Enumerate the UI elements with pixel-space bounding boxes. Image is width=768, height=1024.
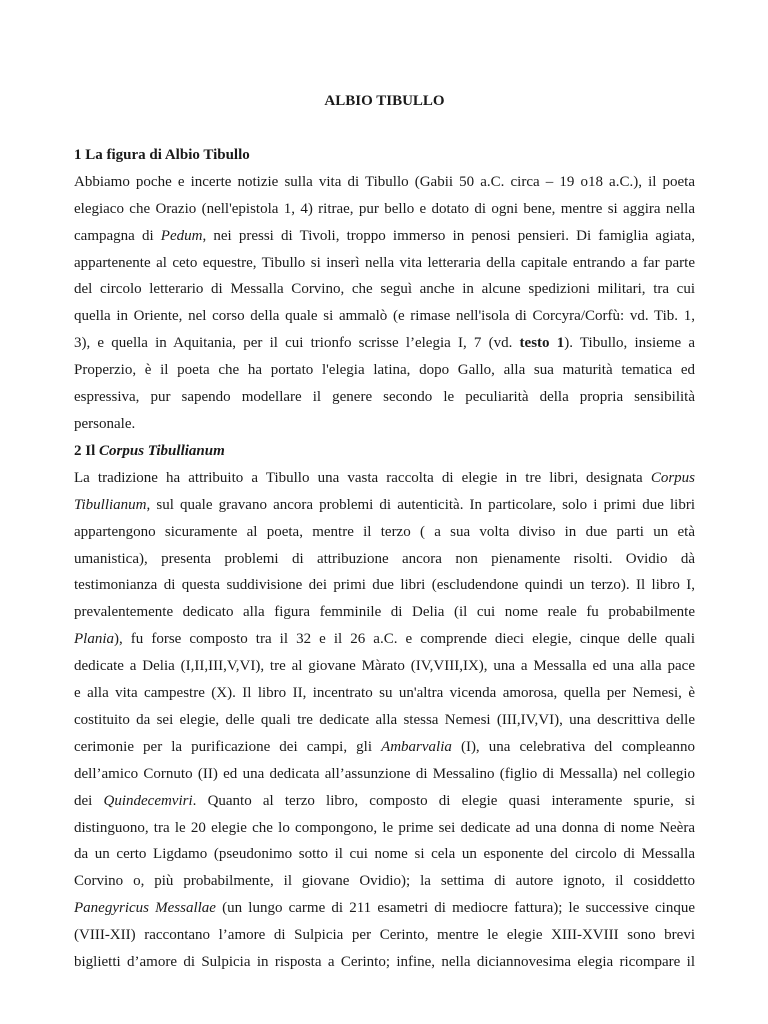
text-line: distinguono, tra le 20 elegie che lo compongono, le prime sei dedicate ad una donna di nome Neèra [74, 819, 695, 836]
text-line: appartenente al ceto equestre, Tibullo si inserì nella vita letteraria della capitale entrando a far parte [74, 254, 695, 271]
italic-term: Tibullianum [74, 496, 147, 513]
text-line: dei Quindecemviri. Quanto al terzo libro, composto di elegie quasi interamente spurie, si [74, 792, 695, 809]
italic-term: Panegyricus Messallae [74, 900, 216, 917]
bold-reference: testo 1 [519, 335, 565, 352]
section-2-heading [74, 438, 695, 465]
text-line: umanistica), presenta problemi di attribuzione ancora non pienamente risolti. Ovidio dà [74, 550, 695, 567]
text-line: Properzio, è il poeta che ha portato l'elegia latina, dopo Gallo, alla sua maturità tematica ed [74, 362, 695, 379]
text-line: 3), e quella in Aquitania, per il cui trionfo scrisse l’elegia I, 7 (vd. testo 1). Tibullo, insieme a [74, 335, 695, 352]
text-line: prevalentemente dedicato alla figura femminile di Delia (il cui nome reale fu probabilmente [74, 604, 695, 621]
text-line: dedicate a Delia (I,II,III,V,VI), tre al giovane Màrato (IV,VIII,IX), una a Messalla ed una alla pace [74, 658, 695, 675]
document-title: ALBIO TIBULLO [324, 93, 445, 109]
text-line: Panegyricus Messallae (un lungo carme di 211 esametri di mediocre fattura); le successive cinque [74, 900, 695, 917]
text-line: Abbiamo poche e incerte notizie sulla vita di Tibullo (Gabii 50 a.C. circa – 19 o18 a.C.), il poeta [74, 173, 695, 190]
text-line: costituito da sei elegie, delle quali tre dedicate alla stessa Nemesi (III,IV,VI), una descrittiva delle [74, 711, 695, 728]
section-2-heading-prefix: 2 Il [74, 442, 100, 459]
text-line: da un certo Ligdamo (pseudonimo sotto il cui nome si cela un esponente del circolo di Messalla [74, 846, 695, 863]
text-line: La tradizione ha attribuito a Tibullo una vasta raccolta di elegie in tre libri, designata Corpus [74, 469, 695, 486]
section-1-heading: 1 La figura di Albio Tibullo [74, 146, 250, 163]
text-line: quella in Oriente, nel corso della quale si ammalò (e rimase nell'isola di Corcyra/Corfù: vd. Tib. 1, [74, 308, 695, 325]
text-line: biglietti d’amore di Sulpicia in risposta a Cerinto; infine, nella diciannovesima elegia ricompare il [74, 954, 695, 971]
section-1-paragraph [74, 169, 695, 438]
text-line: del circolo letterario di Messalla Corvino, che seguì anche in alcune spedizioni militari, tra cui [74, 281, 695, 298]
text-line: personale. [74, 415, 136, 432]
section-2-paragraph [74, 465, 695, 976]
italic-term: Plania [74, 631, 114, 648]
text-line: Corvino o, più probabilmente, il giovane Ovidio); la settima di autore ignoto, il cosiddetto [74, 873, 695, 890]
text-line: e alla vita campestre (X). Il libro II, incentrato su un'altra vicenda amorosa, quella per Nemesi, è [74, 685, 695, 702]
italic-term: Quindecemviri [103, 792, 193, 809]
text-line: appartengono sicuramente al poeta, mentre il terzo ( a sua volta diviso in due parti un età [74, 523, 695, 540]
text-line: testimonianza di questa suddivisione dei primi due libri (escludendone quindi un terzo). Il libro I, [74, 577, 695, 594]
text-line: Plania), fu forse composto tra il 32 e il 26 a.C. e comprende dieci elegie, cinque delle quali [74, 631, 695, 648]
text-line: dell’amico Cornuto (II) ed una dedicata all’assunzione di Messalino (figlio di Messalla) nel collegio [74, 765, 695, 782]
text-line: campagna di Pedum, nei pressi di Tivoli, troppo immerso in penosi pensieri. Di famiglia agiata, [74, 227, 695, 244]
text-line: elegiaco che Orazio (nell'epistola 1, 4) ritrae, pur bello e dotato di ogni bene, mentre si aggira nella [74, 200, 695, 217]
text-line: cerimonie per la purificazione dei campi, gli Ambarvalia (I), una celebrativa del compleanno [74, 738, 696, 755]
text-line: Tibullianum, sul quale gravano ancora problemi di autenticità. In particolare, solo i primi due libri [74, 496, 695, 513]
italic-term: Ambarvalia [381, 738, 452, 755]
italic-term: Corpus [650, 469, 695, 486]
section-2-heading-italic: Corpus Tibullianum [99, 442, 225, 459]
text-line: espressiva, pur sapendo modellare il genere secondo le peculiarità della propria sensibilità [74, 389, 695, 406]
italic-term: Pedum [160, 227, 203, 244]
document-page [74, 0, 695, 976]
text-line: (VIII-XII) raccontano l’amore di Sulpicia per Cerinto, mentre le elegie XIII-XVIII sono brevi [74, 927, 695, 944]
